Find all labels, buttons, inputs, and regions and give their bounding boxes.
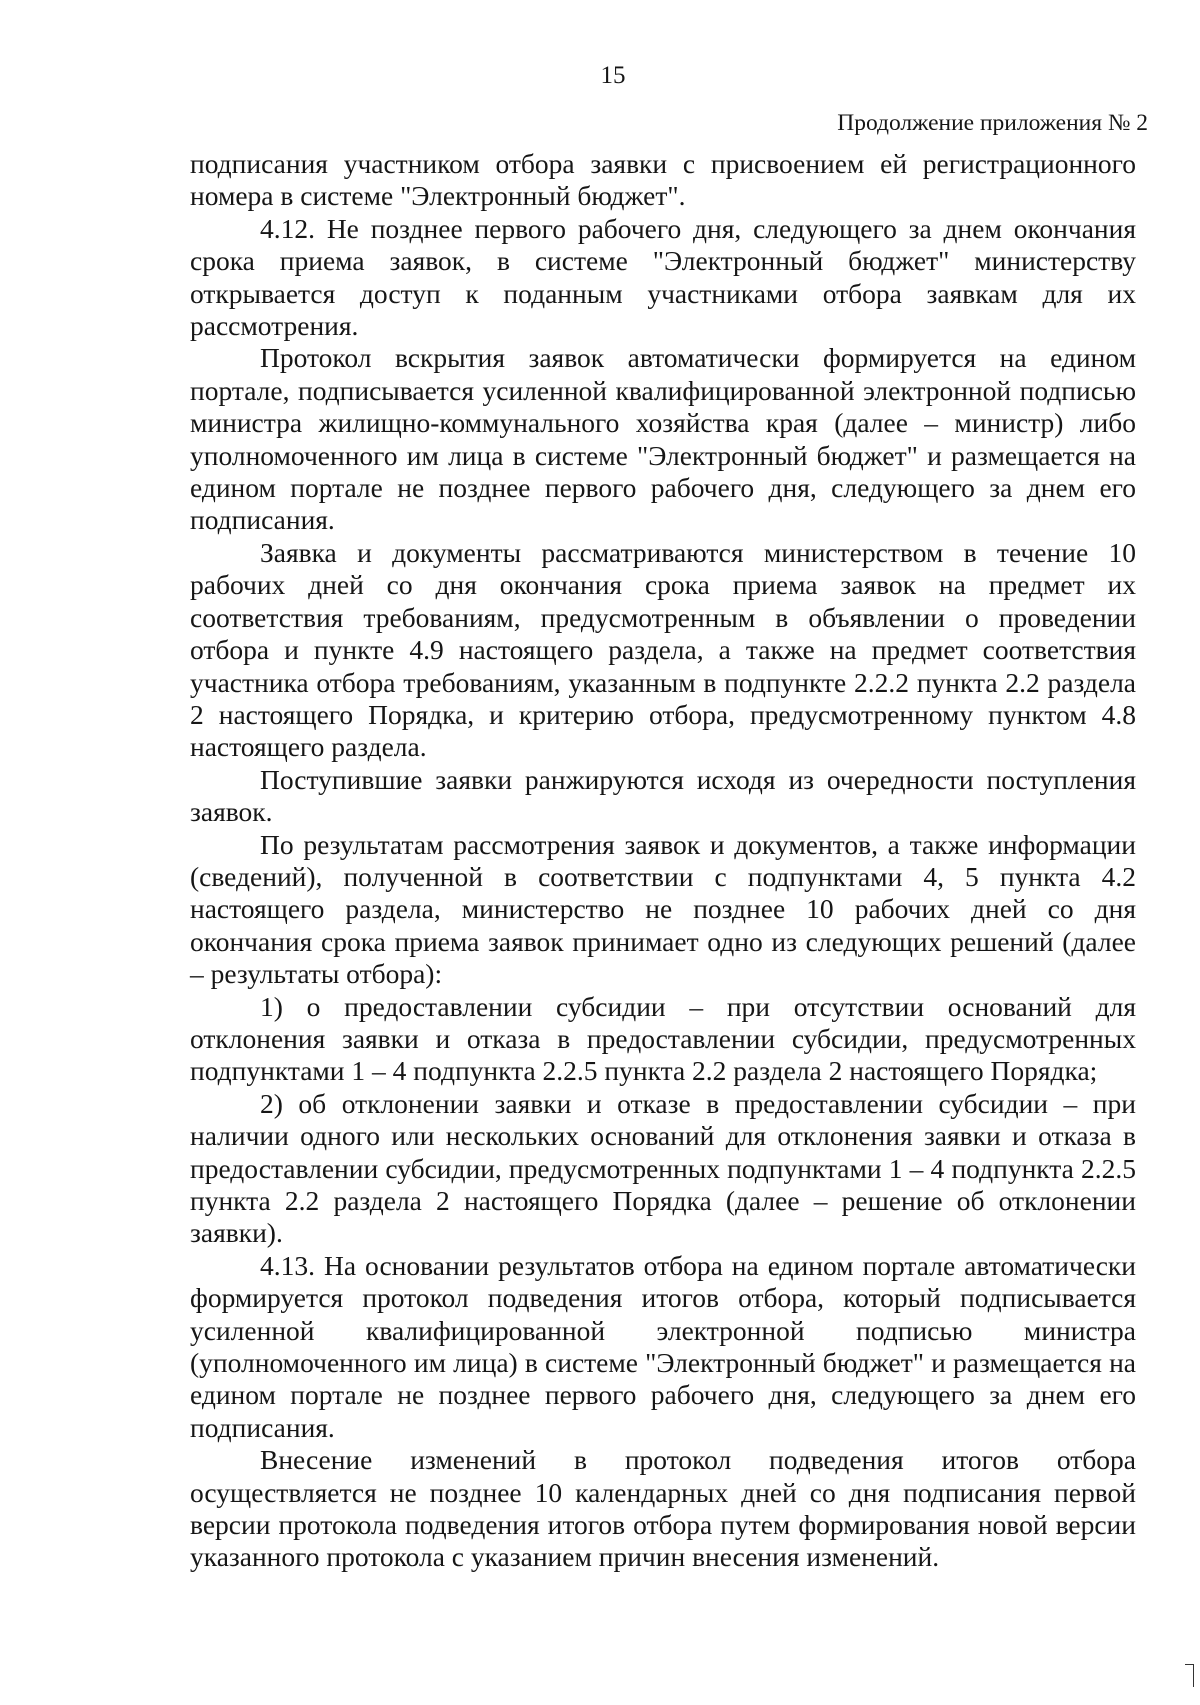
document-body: [190, 148, 1136, 1574]
page-number: 15: [600, 62, 626, 89]
list-item-1: 1) о предоставлении субсидии – при отсутствии оснований для отклонения заявки и отказа в предоставлении субсидии, предусмотренных подпунктами 1 – 4 подпункта 2.2.5 пункта 2.2 раздела 2 настоящего Порядка;: [190, 990, 1136, 1087]
paragraph-4-12: 4.12. Не позднее первого рабочего дня, следующего за днем окончания срока приема заявок, в системе "Электронный бюджет" министерству открывается доступ к поданным участниками отбора заявкам для их рассмотрения.: [190, 212, 1136, 342]
paragraph-ranking: Поступившие заявки ранжируются исходя из очередности поступления заявок.: [190, 763, 1136, 828]
paragraph-amendments: Внесение изменений в протокол подведения итогов отбора осуществляется не позднее 10 календарных дней со дня подписания первой версии протокола подведения итогов отбора путем формирования новой версии указанного протокола с указанием причин внесения изменений.: [190, 1444, 1136, 1573]
paragraph-review: Заявка и документы рассматриваются министерством в течение 10 рабочих дней со дня окончания срока приема заявок на предмет их соответствия требованиям, предусмотренным в объявлении о проведении отбора и пункте 4.9 настоящего раздела, а также на предмет соответствия участника отбора требованиям, указанным в подпункте 2.2.2 пункта 2.2 раздела 2 настоящего Порядка, и критерию отбора, предусмотренному пунктом 4.8 настоящего раздела.: [190, 536, 1136, 763]
list-item-2: 2) об отклонении заявки и отказе в предоставлении субсидии – при наличии одного или нескольких оснований для отклонения заявки и отказа в предоставлении субсидии, предусмотренных подпунктами 1 – 4 подпункта 2.2.5 пункта 2.2 раздела 2 настоящего Порядка (далее – решение об отклонении заявки).: [190, 1087, 1136, 1249]
scan-corner-mark: [1185, 1664, 1194, 1687]
paragraph-opening-protocol: Протокол вскрытия заявок автоматически формируется на едином портале, подписывается усиленной квалифицированной электронной подписью министра жилищно-коммунального хозяйства края (далее – министр) либо уполномоченного им лица в системе "Электронный бюджет" и размещается на едином портале не позднее первого рабочего дня, следующего за днем его подписания.: [190, 342, 1136, 536]
paragraph-continuation: подписания участником отбора заявки с присвоением ей регистрационного номера в системе "Электронный бюджет".: [190, 148, 1136, 212]
paragraph-4-13: 4.13. На основании результатов отбора на едином портале автоматически формируется протокол подведения итогов отбора, который подписывается усиленной квалифицированной электронной подписью министра (уполномоченного им лица) в системе "Электронный бюджет" и размещается на едином портале не позднее первого рабочего дня, следующего за днем его подписания.: [190, 1249, 1136, 1443]
paragraph-decisions: По результатам рассмотрения заявок и документов, а также информации (сведений), полученной в соответствии с подпунктами 4, 5 пункта 4.2 настоящего раздела, министерство не позднее 10 рабочих дней со дня окончания срока приема заявок принимает одно из следующих решений (далее – результаты отбора):: [190, 828, 1136, 990]
appendix-continuation-label: Продолжение приложения № 2: [837, 110, 1148, 136]
